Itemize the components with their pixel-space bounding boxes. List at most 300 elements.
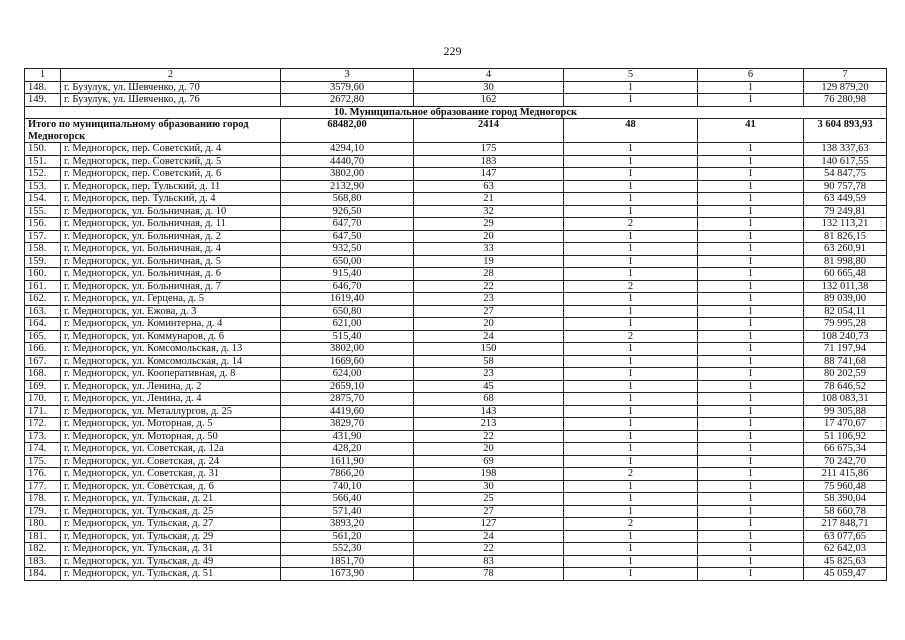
residents-cell: 78 xyxy=(414,568,564,581)
count-col6-cell: 1 xyxy=(698,430,804,443)
count-col6-cell: 1 xyxy=(698,255,804,268)
address-cell: г. Медногорск, пер. Тульский, д. 4 xyxy=(61,193,281,206)
table-row xyxy=(25,168,887,181)
area-cell: 915,40 xyxy=(281,268,414,281)
area-cell: 428,20 xyxy=(281,443,414,456)
count-col5-cell: 1 xyxy=(564,230,698,243)
row-number-cell: 164. xyxy=(25,318,61,331)
row-number-cell: 173. xyxy=(25,430,61,443)
area-cell: 2132,90 xyxy=(281,180,414,193)
table-row xyxy=(25,81,887,94)
count-col5-cell: 1 xyxy=(564,343,698,356)
count-col5-cell: 2 xyxy=(564,518,698,531)
amount-cell: 58 390,04 xyxy=(804,493,887,506)
table-row xyxy=(25,180,887,193)
table-row xyxy=(25,455,887,468)
table-row xyxy=(25,205,887,218)
count-col5-cell: 1 xyxy=(564,393,698,406)
count-col5-cell: 2 xyxy=(564,468,698,481)
page-number: 229 xyxy=(443,44,462,58)
total-label: Итого по муниципальному образованию город Медногорск xyxy=(25,119,281,143)
amount-cell: 81 998,80 xyxy=(804,255,887,268)
amount-cell: 62 642,03 xyxy=(804,543,887,556)
address-cell: г. Медногорск, ул. Комсомольская, д. 13 xyxy=(61,343,281,356)
area-cell: 1673,90 xyxy=(281,568,414,581)
count-col5-cell: 1 xyxy=(564,455,698,468)
area-cell: 1851,70 xyxy=(281,555,414,568)
amount-cell: 75 960,48 xyxy=(804,480,887,493)
count-col5-cell: 1 xyxy=(564,430,698,443)
address-cell: г. Медногорск, пер. Советский, д. 5 xyxy=(61,155,281,168)
table-row xyxy=(25,293,887,306)
row-number-cell: 160. xyxy=(25,268,61,281)
count-col5-cell: 1 xyxy=(564,530,698,543)
address-cell: г. Медногорск, ул. Тульская, д. 31 xyxy=(61,543,281,556)
residents-cell: 162 xyxy=(414,94,564,107)
table-row xyxy=(25,530,887,543)
row-number-cell: 167. xyxy=(25,355,61,368)
count-col5-cell: 1 xyxy=(564,255,698,268)
address-cell: г. Медногорск, ул. Моторная, д. 5 xyxy=(61,418,281,431)
count-col5-cell: 1 xyxy=(564,368,698,381)
address-cell: г. Медногорск, ул. Советская, д. 6 xyxy=(61,480,281,493)
table-row xyxy=(25,305,887,318)
row-number-cell: 154. xyxy=(25,193,61,206)
area-cell: 7866,20 xyxy=(281,468,414,481)
residents-cell: 69 xyxy=(414,455,564,468)
residents-cell: 20 xyxy=(414,230,564,243)
table-row xyxy=(25,368,887,381)
address-cell: г. Медногорск, ул. Больничная, д. 2 xyxy=(61,230,281,243)
section-title: 10. Муниципальное образование город Медногорск xyxy=(25,106,887,119)
count-col6-cell: 1 xyxy=(698,168,804,181)
area-cell: 1619,40 xyxy=(281,293,414,306)
address-cell: г. Медногорск, пер. Тульский, д. 11 xyxy=(61,180,281,193)
row-number-cell: 182. xyxy=(25,543,61,556)
table-row xyxy=(25,430,887,443)
table-body xyxy=(25,69,887,581)
residents-cell: 183 xyxy=(414,155,564,168)
residents-cell: 21 xyxy=(414,193,564,206)
count-col6-cell: 1 xyxy=(698,81,804,94)
amount-cell: 17 470,67 xyxy=(804,418,887,431)
area-cell: 647,50 xyxy=(281,230,414,243)
count-col6-cell: 1 xyxy=(698,330,804,343)
address-cell: г. Медногорск, ул. Комсомольская, д. 14 xyxy=(61,355,281,368)
table-row xyxy=(25,568,887,581)
area-cell: 568,80 xyxy=(281,193,414,206)
count-col6-cell: 1 xyxy=(698,368,804,381)
amount-cell: 108 240,73 xyxy=(804,330,887,343)
area-cell: 926,50 xyxy=(281,205,414,218)
amount-cell: 89 039,00 xyxy=(804,293,887,306)
count-col5-cell: 1 xyxy=(564,418,698,431)
amount-cell: 70 242,70 xyxy=(804,455,887,468)
area-cell: 621,00 xyxy=(281,318,414,331)
amount-cell: 79 249,81 xyxy=(804,205,887,218)
area-cell: 4294,10 xyxy=(281,143,414,156)
table-row xyxy=(25,318,887,331)
count-col6-cell: 1 xyxy=(698,155,804,168)
count-col5-cell: 1 xyxy=(564,155,698,168)
column-number-row xyxy=(25,69,887,82)
total-area: 68482,00 xyxy=(281,119,414,143)
address-cell: г. Медногорск, ул. Металлургов, д. 25 xyxy=(61,405,281,418)
amount-cell: 80 202,59 xyxy=(804,368,887,381)
row-number-cell: 171. xyxy=(25,405,61,418)
count-col6-cell: 1 xyxy=(698,205,804,218)
area-cell: 3829,70 xyxy=(281,418,414,431)
address-cell: г. Медногорск, ул. Больничная, д. 4 xyxy=(61,243,281,256)
amount-cell: 51 106,92 xyxy=(804,430,887,443)
area-cell: 650,00 xyxy=(281,255,414,268)
residents-cell: 175 xyxy=(414,143,564,156)
area-cell: 3893,20 xyxy=(281,518,414,531)
row-number-cell: 161. xyxy=(25,280,61,293)
area-cell: 571,40 xyxy=(281,505,414,518)
residents-cell: 30 xyxy=(414,81,564,94)
residents-cell: 19 xyxy=(414,255,564,268)
area-cell: 2672,80 xyxy=(281,94,414,107)
count-col6-cell: 1 xyxy=(698,480,804,493)
address-cell: г. Медногорск, ул. Ленина, д. 2 xyxy=(61,380,281,393)
area-cell: 552,30 xyxy=(281,543,414,556)
column-number: 7 xyxy=(804,69,887,82)
residents-cell: 20 xyxy=(414,318,564,331)
address-cell: г. Медногорск, ул. Коммунаров, д. 6 xyxy=(61,330,281,343)
row-number-cell: 181. xyxy=(25,530,61,543)
row-number-cell: 159. xyxy=(25,255,61,268)
amount-cell: 63 449,59 xyxy=(804,193,887,206)
count-col6-cell: 1 xyxy=(698,193,804,206)
count-col6-cell: 1 xyxy=(698,218,804,231)
amount-cell: 54 847,75 xyxy=(804,168,887,181)
row-number-cell: 163. xyxy=(25,305,61,318)
residents-cell: 143 xyxy=(414,405,564,418)
residents-cell: 213 xyxy=(414,418,564,431)
address-cell: г. Медногорск, ул. Герцена, д. 5 xyxy=(61,293,281,306)
count-col5-cell: 1 xyxy=(564,543,698,556)
count-col5-cell: 1 xyxy=(564,380,698,393)
count-col6-cell: 1 xyxy=(698,280,804,293)
count-col6-cell: 1 xyxy=(698,405,804,418)
count-col5-cell: 1 xyxy=(564,81,698,94)
residents-cell: 45 xyxy=(414,380,564,393)
area-cell: 4440,70 xyxy=(281,155,414,168)
address-cell: г. Медногорск, ул. Тульская, д. 29 xyxy=(61,530,281,543)
count-col5-cell: 1 xyxy=(564,268,698,281)
address-cell: г. Медногорск, пер. Советский, д. 4 xyxy=(61,143,281,156)
count-col6-cell: 1 xyxy=(698,355,804,368)
count-col6-cell: 1 xyxy=(698,94,804,107)
residents-cell: 24 xyxy=(414,330,564,343)
count-col6-cell: 1 xyxy=(698,230,804,243)
amount-cell: 138 337,63 xyxy=(804,143,887,156)
area-cell: 740,10 xyxy=(281,480,414,493)
row-number-cell: 155. xyxy=(25,205,61,218)
address-cell: г. Бузулук, ул. Шевченко, д. 76 xyxy=(61,94,281,107)
amount-cell: 79 995,28 xyxy=(804,318,887,331)
table-row xyxy=(25,193,887,206)
row-number-cell: 158. xyxy=(25,243,61,256)
row-number-cell: 179. xyxy=(25,505,61,518)
row-number-cell: 157. xyxy=(25,230,61,243)
address-cell: г. Медногорск, ул. Советская, д. 12а xyxy=(61,443,281,456)
residents-cell: 28 xyxy=(414,268,564,281)
amount-cell: 211 415,86 xyxy=(804,468,887,481)
column-number: 1 xyxy=(25,69,61,82)
row-number-cell: 183. xyxy=(25,555,61,568)
amount-cell: 76 280,98 xyxy=(804,94,887,107)
amount-cell: 82 054,11 xyxy=(804,305,887,318)
residents-cell: 24 xyxy=(414,530,564,543)
count-col6-cell: 1 xyxy=(698,543,804,556)
count-col6-cell: 1 xyxy=(698,293,804,306)
table-row xyxy=(25,230,887,243)
address-cell: г. Медногорск, ул. Больничная, д. 6 xyxy=(61,268,281,281)
count-col5-cell: 1 xyxy=(564,205,698,218)
table-row xyxy=(25,555,887,568)
count-col6-cell: 1 xyxy=(698,443,804,456)
row-number-cell: 156. xyxy=(25,218,61,231)
count-col5-cell: 1 xyxy=(564,480,698,493)
count-col6-cell: 1 xyxy=(698,318,804,331)
count-col5-cell: 1 xyxy=(564,143,698,156)
address-cell: г. Медногорск, ул. Тульская, д. 21 xyxy=(61,493,281,506)
count-col5-cell: 1 xyxy=(564,318,698,331)
table-row xyxy=(25,493,887,506)
residents-cell: 33 xyxy=(414,243,564,256)
area-cell: 3802,00 xyxy=(281,168,414,181)
amount-cell: 99 305,88 xyxy=(804,405,887,418)
address-cell: г. Медногорск, ул. Ленина, д. 4 xyxy=(61,393,281,406)
table-row xyxy=(25,330,887,343)
residents-cell: 20 xyxy=(414,443,564,456)
table-row xyxy=(25,393,887,406)
count-col5-cell: 1 xyxy=(564,94,698,107)
table-row xyxy=(25,268,887,281)
address-cell: г. Медногорск, ул. Моторная, д. 50 xyxy=(61,430,281,443)
area-cell: 566,40 xyxy=(281,493,414,506)
area-cell: 561,20 xyxy=(281,530,414,543)
total-sum: 3 604 893,93 xyxy=(804,119,887,143)
count-col6-cell: 1 xyxy=(698,305,804,318)
area-cell: 1669,60 xyxy=(281,355,414,368)
count-col6-cell: 1 xyxy=(698,468,804,481)
total-row xyxy=(25,119,887,143)
row-number-cell: 149. xyxy=(25,94,61,107)
count-col5-cell: 1 xyxy=(564,180,698,193)
count-col6-cell: 1 xyxy=(698,568,804,581)
address-cell: г. Медногорск, ул. Кооперативная, д. 8 xyxy=(61,368,281,381)
residents-cell: 150 xyxy=(414,343,564,356)
count-col6-cell: 1 xyxy=(698,505,804,518)
total-col6: 41 xyxy=(698,119,804,143)
column-number: 3 xyxy=(281,69,414,82)
count-col5-cell: 1 xyxy=(564,193,698,206)
table-row xyxy=(25,543,887,556)
amount-cell: 88 741,68 xyxy=(804,355,887,368)
amount-cell: 132 011,38 xyxy=(804,280,887,293)
address-cell: г. Медногорск, ул. Больничная, д. 11 xyxy=(61,218,281,231)
section-row xyxy=(25,106,887,119)
amount-cell: 63 260,91 xyxy=(804,243,887,256)
count-col6-cell: 1 xyxy=(698,393,804,406)
row-number-cell: 184. xyxy=(25,568,61,581)
amount-cell: 140 617,55 xyxy=(804,155,887,168)
count-col5-cell: 1 xyxy=(564,293,698,306)
residents-cell: 147 xyxy=(414,168,564,181)
residents-cell: 25 xyxy=(414,493,564,506)
row-number-cell: 176. xyxy=(25,468,61,481)
area-cell: 431,90 xyxy=(281,430,414,443)
count-col5-cell: 1 xyxy=(564,505,698,518)
count-col5-cell: 1 xyxy=(564,568,698,581)
address-cell: г. Медногорск, ул. Тульская, д. 49 xyxy=(61,555,281,568)
amount-cell: 78 646,52 xyxy=(804,380,887,393)
count-col5-cell: 1 xyxy=(564,243,698,256)
residents-cell: 22 xyxy=(414,543,564,556)
residents-cell: 58 xyxy=(414,355,564,368)
table-row xyxy=(25,143,887,156)
amount-cell: 90 757,78 xyxy=(804,180,887,193)
count-col5-cell: 1 xyxy=(564,405,698,418)
row-number-cell: 152. xyxy=(25,168,61,181)
table-row xyxy=(25,505,887,518)
residents-cell: 198 xyxy=(414,468,564,481)
total-col5: 48 xyxy=(564,119,698,143)
table-row xyxy=(25,355,887,368)
area-cell: 646,70 xyxy=(281,280,414,293)
row-number-cell: 172. xyxy=(25,418,61,431)
table-row xyxy=(25,280,887,293)
address-cell: г. Медногорск, ул. Больничная, д. 5 xyxy=(61,255,281,268)
amount-cell: 45 059,47 xyxy=(804,568,887,581)
count-col6-cell: 1 xyxy=(698,518,804,531)
row-number-cell: 177. xyxy=(25,480,61,493)
column-number: 4 xyxy=(414,69,564,82)
residents-cell: 29 xyxy=(414,218,564,231)
residents-cell: 63 xyxy=(414,180,564,193)
amount-cell: 108 083,31 xyxy=(804,393,887,406)
amount-cell: 81 826,15 xyxy=(804,230,887,243)
row-number-cell: 151. xyxy=(25,155,61,168)
column-number: 6 xyxy=(698,69,804,82)
address-cell: г. Медногорск, пер. Советский, д. 6 xyxy=(61,168,281,181)
table-row xyxy=(25,94,887,107)
address-cell: г. Медногорск, ул. Больничная, д. 7 xyxy=(61,280,281,293)
count-col6-cell: 1 xyxy=(698,493,804,506)
address-cell: г. Медногорск, ул. Ежова, д. 3 xyxy=(61,305,281,318)
residents-cell: 22 xyxy=(414,430,564,443)
table-row xyxy=(25,480,887,493)
amount-cell: 132 113,21 xyxy=(804,218,887,231)
table-row xyxy=(25,380,887,393)
row-number-cell: 165. xyxy=(25,330,61,343)
residents-cell: 32 xyxy=(414,205,564,218)
count-col5-cell: 2 xyxy=(564,330,698,343)
residents-cell: 30 xyxy=(414,480,564,493)
table-row xyxy=(25,468,887,481)
area-cell: 650,80 xyxy=(281,305,414,318)
address-cell: г. Медногорск, ул. Коминтерна, д. 4 xyxy=(61,318,281,331)
table-row xyxy=(25,418,887,431)
count-col5-cell: 1 xyxy=(564,305,698,318)
row-number-cell: 169. xyxy=(25,380,61,393)
table-row xyxy=(25,405,887,418)
table-row xyxy=(25,343,887,356)
residents-cell: 83 xyxy=(414,555,564,568)
count-col6-cell: 1 xyxy=(698,530,804,543)
table-row xyxy=(25,255,887,268)
area-cell: 624,00 xyxy=(281,368,414,381)
address-cell: г. Медногорск, ул. Больничная, д. 10 xyxy=(61,205,281,218)
count-col5-cell: 2 xyxy=(564,218,698,231)
count-col6-cell: 1 xyxy=(698,380,804,393)
count-col5-cell: 2 xyxy=(564,280,698,293)
count-col6-cell: 1 xyxy=(698,143,804,156)
row-number-cell: 168. xyxy=(25,368,61,381)
area-cell: 2875,70 xyxy=(281,393,414,406)
row-number-cell: 174. xyxy=(25,443,61,456)
residents-cell: 23 xyxy=(414,293,564,306)
row-number-cell: 162. xyxy=(25,293,61,306)
residents-cell: 68 xyxy=(414,393,564,406)
residents-cell: 27 xyxy=(414,505,564,518)
row-number-cell: 166. xyxy=(25,343,61,356)
address-cell: г. Медногорск, ул. Тульская, д. 27 xyxy=(61,518,281,531)
count-col6-cell: 1 xyxy=(698,243,804,256)
table-row xyxy=(25,518,887,531)
area-cell: 3802,00 xyxy=(281,343,414,356)
address-cell: г. Бузулук, ул. Шевченко, д. 70 xyxy=(61,81,281,94)
area-cell: 4419,60 xyxy=(281,405,414,418)
row-number-cell: 150. xyxy=(25,143,61,156)
residents-cell: 22 xyxy=(414,280,564,293)
table-row xyxy=(25,155,887,168)
area-cell: 647,70 xyxy=(281,218,414,231)
area-cell: 3579,60 xyxy=(281,81,414,94)
amount-cell: 58 660,78 xyxy=(804,505,887,518)
area-cell: 1611,90 xyxy=(281,455,414,468)
count-col5-cell: 1 xyxy=(564,168,698,181)
count-col5-cell: 1 xyxy=(564,443,698,456)
residents-cell: 23 xyxy=(414,368,564,381)
count-col5-cell: 1 xyxy=(564,355,698,368)
area-cell: 932,50 xyxy=(281,243,414,256)
row-number-cell: 180. xyxy=(25,518,61,531)
row-number-cell: 148. xyxy=(25,81,61,94)
address-cell: г. Медногорск, ул. Тульская, д. 25 xyxy=(61,505,281,518)
count-col5-cell: 1 xyxy=(564,555,698,568)
amount-cell: 71 197,94 xyxy=(804,343,887,356)
count-col6-cell: 1 xyxy=(698,343,804,356)
count-col6-cell: 1 xyxy=(698,180,804,193)
area-cell: 515,40 xyxy=(281,330,414,343)
count-col6-cell: 1 xyxy=(698,418,804,431)
address-cell: г. Медногорск, ул. Тульская, д. 51 xyxy=(61,568,281,581)
amount-cell: 45 825,63 xyxy=(804,555,887,568)
count-col5-cell: 1 xyxy=(564,493,698,506)
address-cell: г. Медногорск, ул. Советская, д. 31 xyxy=(61,468,281,481)
amount-cell: 217 848,71 xyxy=(804,518,887,531)
area-cell: 2659,10 xyxy=(281,380,414,393)
column-number: 5 xyxy=(564,69,698,82)
table-row xyxy=(25,443,887,456)
amount-cell: 129 879,20 xyxy=(804,81,887,94)
amount-cell: 66 675,34 xyxy=(804,443,887,456)
residents-cell: 127 xyxy=(414,518,564,531)
